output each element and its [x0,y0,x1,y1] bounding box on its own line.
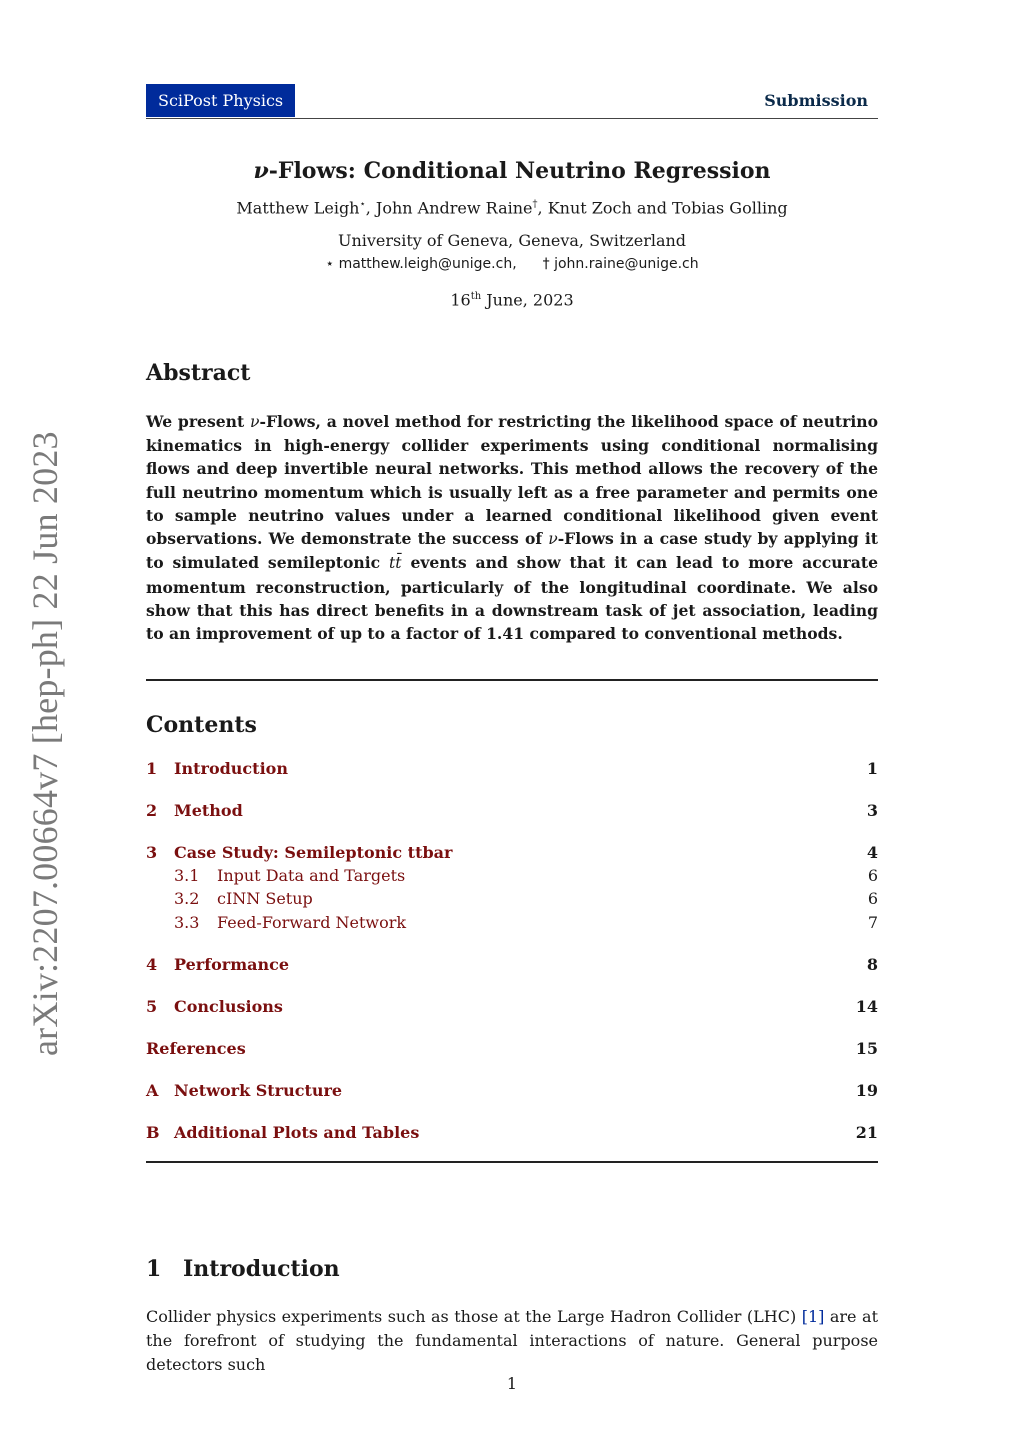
title-text: -Flows: Conditional Neutrino Regression [268,158,771,184]
author-mark: † [532,199,538,210]
toc-entry-title[interactable]: Additional Plots and Tables [174,1122,420,1142]
toc-entry[interactable] [146,1121,878,1144]
page-number: 1 [506,1374,518,1393]
toc-entry-page: 3 [866,800,878,820]
date-day: 16 [450,290,471,310]
toc-entry-title[interactable]: Introduction [174,758,288,778]
toc-entry-number: B [146,1122,160,1142]
toc-entry-page: 21 [855,1122,878,1142]
section-divider [146,1161,878,1163]
toc-entry-link[interactable] [146,799,243,822]
toc-entry-title[interactable]: Conclusions [174,996,283,1016]
submission-label: Submission [764,91,868,110]
citation-link[interactable]: [1] [801,1307,825,1327]
toc-entry-page: 7 [867,912,878,932]
abstract-body [146,410,878,646]
toc-entry-link[interactable] [146,864,405,887]
table-of-contents [146,757,878,1145]
toc-entry[interactable] [146,799,878,822]
toc-entry-page: 15 [855,1038,878,1058]
toc-entry-number: 1 [146,758,158,778]
toc-entry-link[interactable] [146,841,452,864]
paper-title [146,157,878,185]
author-mark: ⋆ [359,199,366,210]
toc-entry-number: 3.1 [174,866,200,886]
abstract-text: -Flows in a case study by applying it to simulated semileptonic [146,529,878,573]
toc-entry-number: 5 [146,996,158,1016]
journal-header [146,84,878,119]
toc-entry[interactable] [146,911,878,934]
section-title: Introduction [183,1256,340,1283]
contents-heading: Contents [146,711,257,738]
affiliation: University of Geneva, Geneva, Switzerland [337,231,687,251]
toc-entry[interactable] [146,864,878,887]
toc-entry[interactable] [146,841,878,864]
section-divider [146,679,878,681]
toc-entry-number: 2 [146,800,158,820]
section-number: 1 [146,1256,162,1283]
author-name: Matthew Leigh [236,198,360,218]
toc-entry-title[interactable]: Feed-Forward Network [217,912,407,932]
journal-brand[interactable]: SciPost Physics [146,84,295,117]
toc-entry-title[interactable]: References [146,1038,246,1058]
email-line [146,254,878,274]
toc-entry-page: 19 [855,1080,878,1100]
paragraph-text: are at the forefront of studying the fundamental interactions of nature. General purpose detectors such [146,1307,878,1375]
abstract-nu-symbol: ν [249,412,260,431]
toc-entry[interactable] [146,953,878,976]
toc-entry-title[interactable]: Network Structure [174,1080,343,1100]
publication-date [146,286,878,311]
toc-entry-title[interactable]: Input Data and Targets [217,866,406,886]
toc-entry-page: 4 [866,842,878,862]
author-name: , John Andrew Raine [365,198,533,218]
toc-entry-page: 6 [867,866,878,886]
toc-entry[interactable] [146,1079,878,1102]
arxiv-identifier-stamp: arXiv:2207.00664v7 [hep-ph] 22 Jun 2023 [25,431,65,1056]
toc-entry-number: A [146,1080,159,1100]
introduction-paragraph [146,1305,878,1377]
toc-entry-page: 8 [866,954,878,974]
author-list [146,194,878,219]
toc-entry-title[interactable]: Method [174,800,243,820]
abstract-text: events and show that it can lead to more accurate momentum reconstruction, particularly of the longitudinal coordinate. We also show that this has direct benefits in a downstream task of jet association, leading to an improvement of up to a factor of 1.41 compared to conventional methods. [146,553,879,644]
date-suffix: th [470,291,482,303]
toc-entry-link[interactable] [146,911,406,934]
date-month-year: June, 2023 [481,290,574,310]
toc-entry-link[interactable] [146,887,313,910]
toc-entry-title[interactable]: Performance [174,954,290,974]
toc-entry[interactable] [146,887,878,910]
toc-entry-page: 6 [867,889,878,909]
toc-entry-title[interactable]: Case Study: Semileptonic ttbar [174,842,453,862]
abstract-nu-symbol: ν [548,530,558,549]
abstract-text: -Flows, a novel method for restricting the likelihood space of neutrino kinematics in high-energy collider experiments using conditional normalising flows and deep invertible neural networks. This method allows the recovery of the full neutrino momentum which is usually left as a free parameter and permits one to sample neutrino values under a learned conditional likelihood given event observations. We demonstrate the success of [146,411,878,549]
toc-entry-number: 3.2 [174,889,200,909]
toc-entry-link[interactable] [146,757,288,780]
abstract-text: We present [146,411,250,431]
toc-entry-title[interactable]: cINN Setup [217,889,313,909]
title-nu-symbol: ν [253,158,269,184]
paper-page [146,84,878,1377]
email-link[interactable]: ⋆ matthew.leigh@unige.ch, [325,256,517,273]
toc-entry-link[interactable] [146,1121,419,1144]
toc-entry-link[interactable] [146,1079,342,1102]
toc-entry-link[interactable] [146,953,289,976]
abstract-heading: Abstract [146,359,251,386]
toc-entry-number: 4 [146,954,158,974]
toc-entry-link[interactable] [146,995,283,1018]
toc-entry[interactable] [146,1037,878,1060]
email-link[interactable]: † john.raine@unige.ch [542,256,699,273]
toc-entry-number: 3.3 [174,912,200,932]
toc-entry-link[interactable] [146,1037,246,1060]
paragraph-text: Collider physics experiments such as those at the Large Hadron Collider (LHC) [146,1307,802,1327]
abstract-ttbar-symbol: tt̄ [389,554,402,573]
toc-entry[interactable] [146,757,878,780]
introduction-heading [146,1255,878,1283]
toc-entry[interactable] [146,995,878,1018]
toc-entry-number: 3 [146,842,158,862]
toc-entry-page: 1 [866,758,878,778]
toc-entry-page: 14 [855,996,878,1016]
author-name: , Knut Zoch and Tobias Golling [537,198,788,218]
